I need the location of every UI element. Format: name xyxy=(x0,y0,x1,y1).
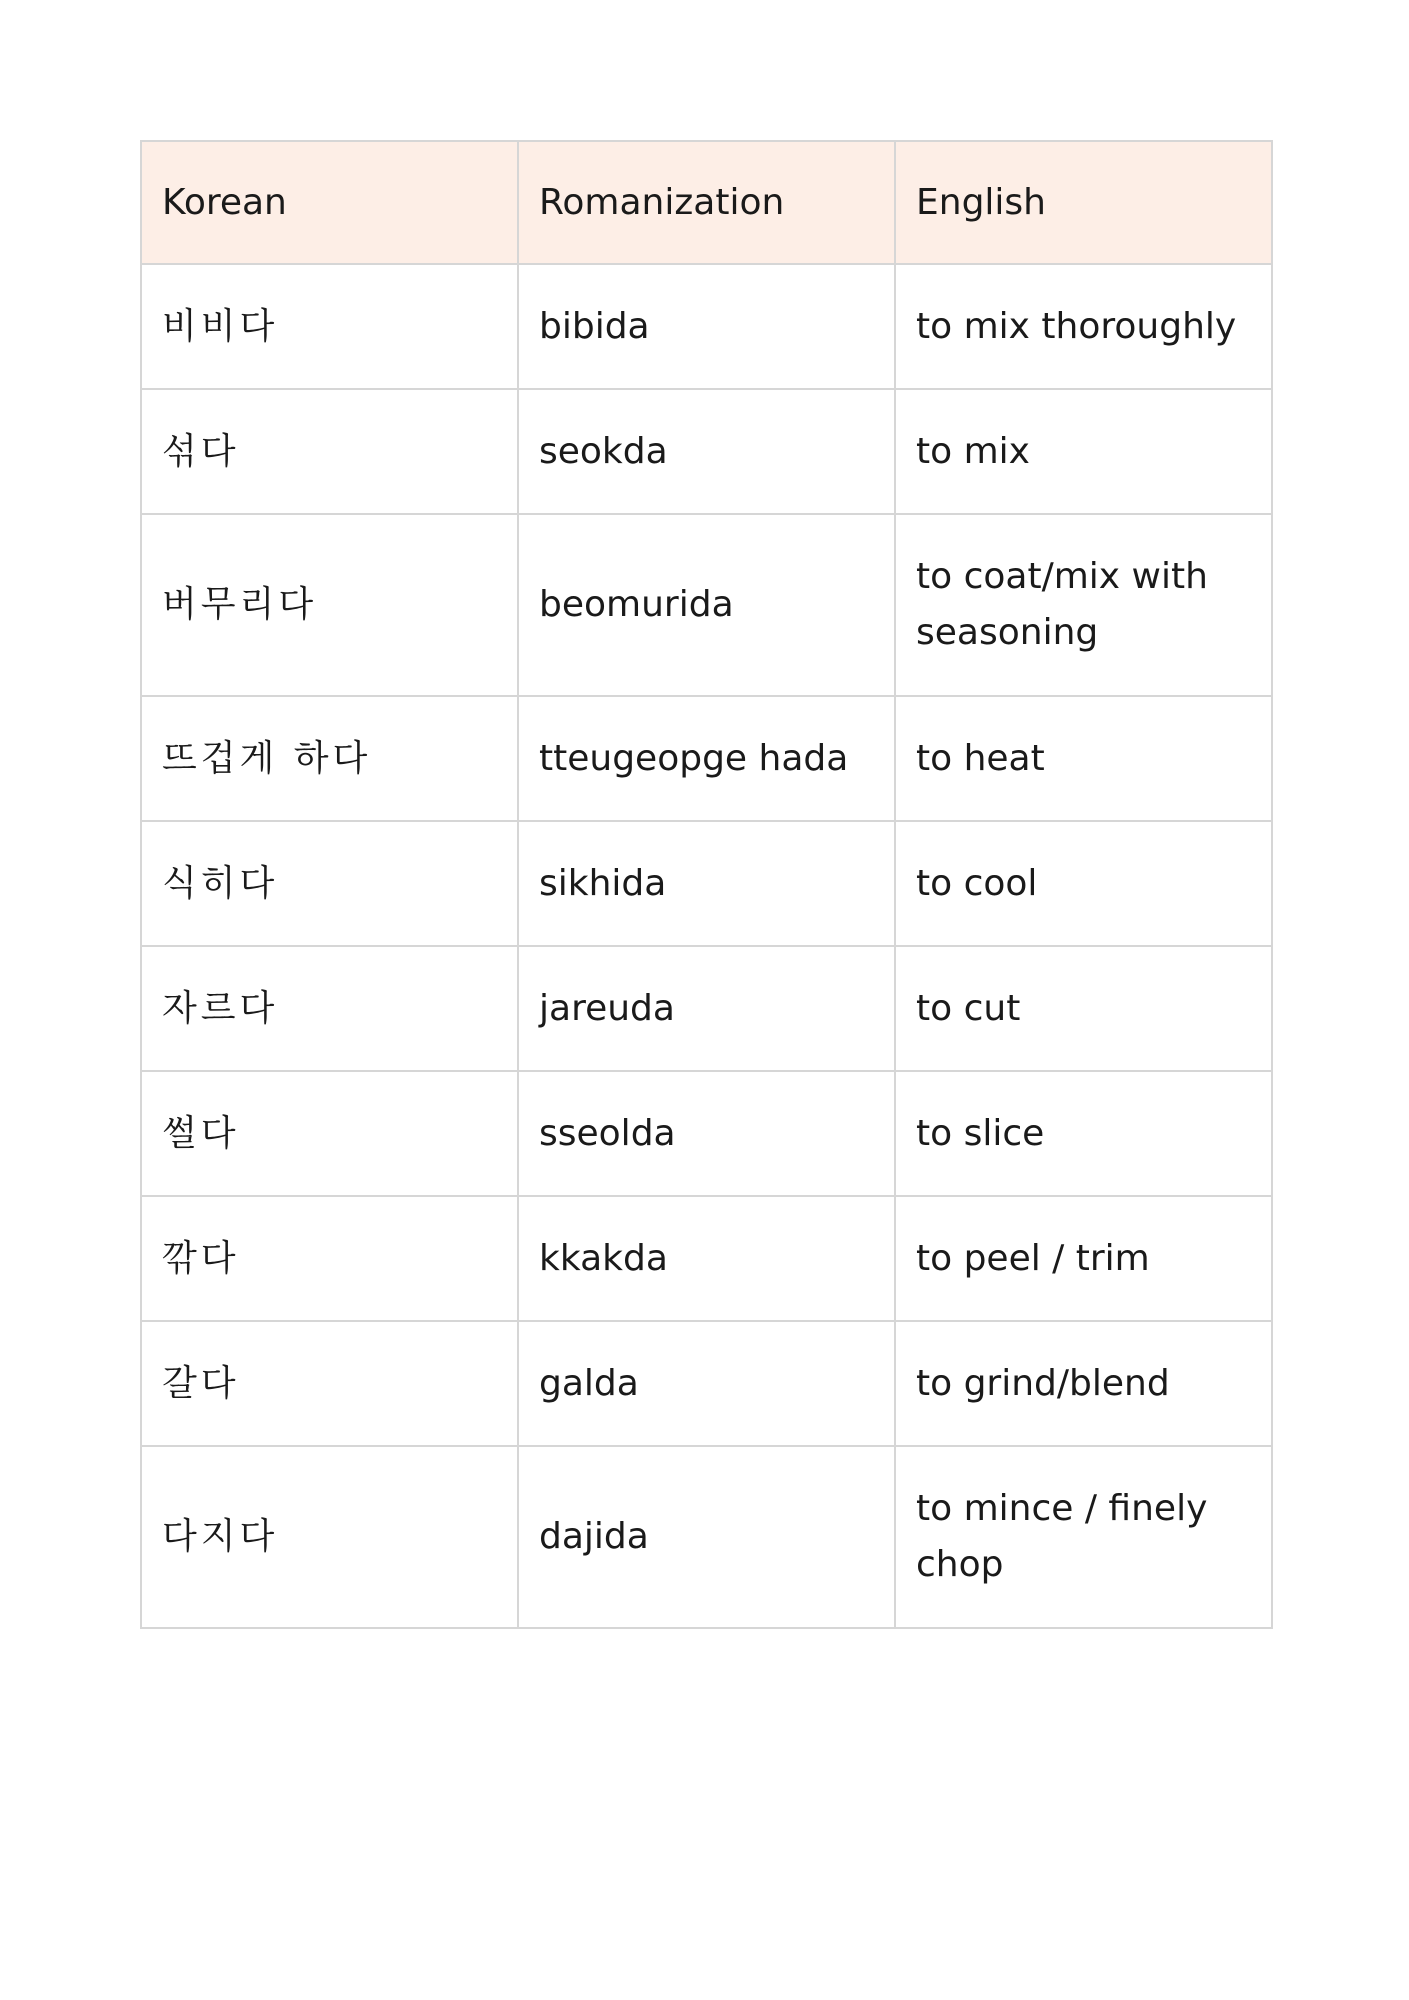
korean-cell: 섞다 xyxy=(141,389,518,514)
romanization-cell: sikhida xyxy=(518,821,895,946)
english-cell: to heat xyxy=(895,696,1272,821)
table-row xyxy=(141,696,1272,821)
romanization-cell: jareuda xyxy=(518,946,895,1071)
english-cell: to coat/mix with seasoning xyxy=(895,514,1272,696)
romanization-cell: beomurida xyxy=(518,514,895,696)
table-row xyxy=(141,1071,1272,1196)
korean-cell: 버무리다 xyxy=(141,514,518,696)
romanization-cell: galda xyxy=(518,1321,895,1446)
romanization-cell: dajida xyxy=(518,1446,895,1628)
table-row xyxy=(141,1321,1272,1446)
romanization-cell: kkakda xyxy=(518,1196,895,1321)
korean-cell: 뜨겁게 하다 xyxy=(141,696,518,821)
header-row xyxy=(141,141,1272,264)
korean-cell: 썰다 xyxy=(141,1071,518,1196)
english-cell: to cut xyxy=(895,946,1272,1071)
table-row xyxy=(141,389,1272,514)
romanization-cell: tteugeopge hada xyxy=(518,696,895,821)
korean-cell: 식히다 xyxy=(141,821,518,946)
english-cell: to mix thoroughly xyxy=(895,264,1272,389)
header-korean: Korean xyxy=(141,141,518,264)
romanization-cell: sseolda xyxy=(518,1071,895,1196)
english-cell: to grind/blend xyxy=(895,1321,1272,1446)
english-cell: to peel / trim xyxy=(895,1196,1272,1321)
table-row xyxy=(141,1446,1272,1628)
vocabulary-table xyxy=(140,140,1273,1629)
header-romanization: Romanization xyxy=(518,141,895,264)
table-row xyxy=(141,946,1272,1071)
korean-cell: 갈다 xyxy=(141,1321,518,1446)
header-english: English xyxy=(895,141,1272,264)
english-cell: to mince / finely chop xyxy=(895,1446,1272,1628)
korean-cell: 자르다 xyxy=(141,946,518,1071)
table-row xyxy=(141,514,1272,696)
korean-cell: 비비다 xyxy=(141,264,518,389)
romanization-cell: seokda xyxy=(518,389,895,514)
romanization-cell: bibida xyxy=(518,264,895,389)
table-header xyxy=(141,141,1272,264)
english-cell: to cool xyxy=(895,821,1272,946)
table-body xyxy=(141,264,1272,1628)
english-cell: to mix xyxy=(895,389,1272,514)
korean-cell: 깎다 xyxy=(141,1196,518,1321)
table-row xyxy=(141,821,1272,946)
table-row xyxy=(141,1196,1272,1321)
korean-cell: 다지다 xyxy=(141,1446,518,1628)
table-row xyxy=(141,264,1272,389)
english-cell: to slice xyxy=(895,1071,1272,1196)
